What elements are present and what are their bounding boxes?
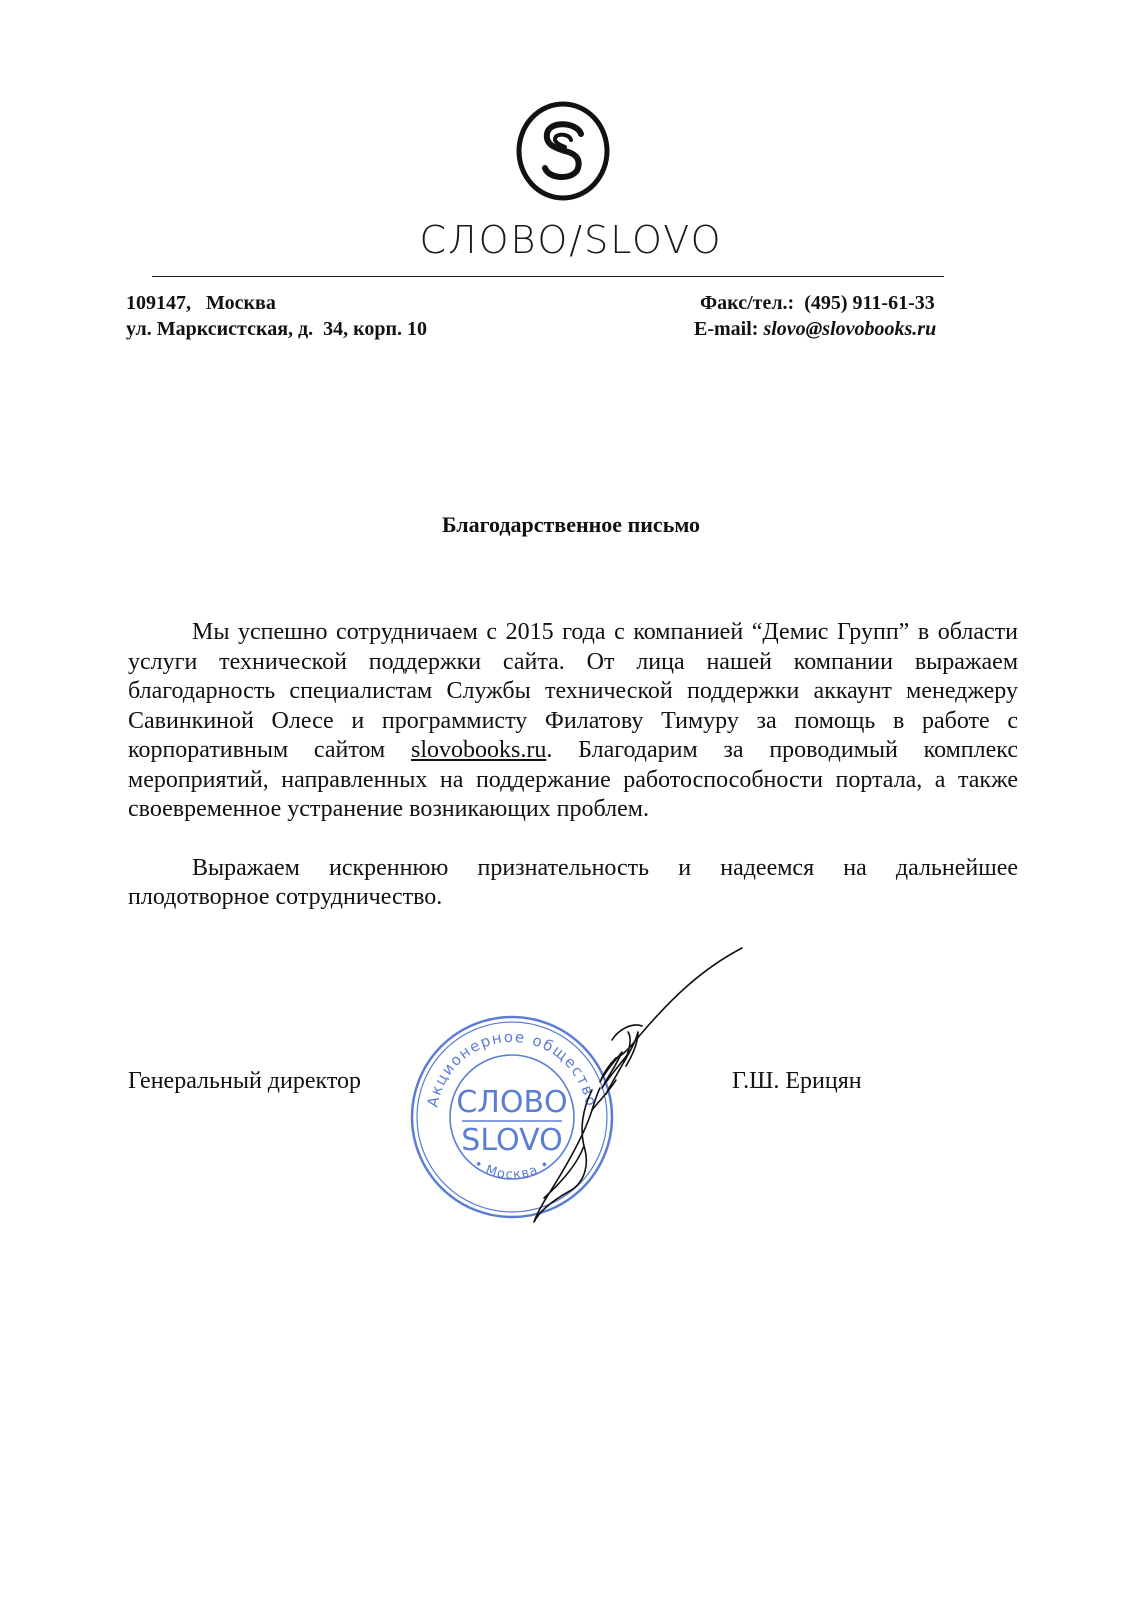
website-link[interactable]: slovobooks.ru [411, 737, 547, 763]
paragraph-1 [128, 618, 1018, 825]
stamp-ring-bottom: • Москва • [470, 1156, 554, 1183]
letter-title: Благодарственное письмо [441, 512, 701, 537]
fax-label: Факс/тел.: [700, 292, 795, 314]
stamp-center-line-1: СЛОВО [456, 1085, 568, 1120]
email-line [694, 316, 936, 342]
fax-value: (495) 911-61-33 [804, 292, 935, 314]
stamp-ring-top: Акционерное общество [423, 1027, 601, 1109]
address-line-1: 109147, Москва [126, 292, 276, 314]
letter-body [128, 618, 1018, 913]
paragraph-2: Выражаем искреннюю признательность и надеемся на дальнейшее плодотворное сотрудничество. [128, 854, 1018, 910]
brand-name: СЛОВО/SLOVO [419, 218, 723, 262]
fax-phone [700, 290, 935, 316]
header-divider [152, 276, 944, 277]
signer-name: Г.Ш. Ерицян [732, 1068, 862, 1094]
paragraph-1-text-a: Мы успешно сотрудничаем с 2015 года с компанией “Демис Групп” в области услуги технической поддержки сайта. От лица нашей компании выражаем благодарность специалистам Службы технической поддержки аккаунт менеджеру Савинкиной Олесе и программисту Филатову Тимуру за помощь в работе с корпоративным сайтом [128, 619, 1018, 763]
email-label: E-mail: [694, 318, 759, 340]
address-line-2: ул. Марксистская, д. 34, корп. 10 [126, 318, 428, 340]
signer-position: Генеральный директор [128, 1068, 362, 1094]
stamp-center-line-2: SLOVO [461, 1123, 563, 1158]
slovo-s-logo-icon [515, 100, 611, 202]
handwritten-signature [520, 940, 760, 1230]
email-value: slovo@slovobooks.ru [763, 318, 937, 340]
paragraph-1-text-b: . Благодарим за проводимый комплекс мероприятий, направленных на поддержание работоспособности портала, а также своевременное устранение возникающих проблем. [128, 737, 1018, 822]
